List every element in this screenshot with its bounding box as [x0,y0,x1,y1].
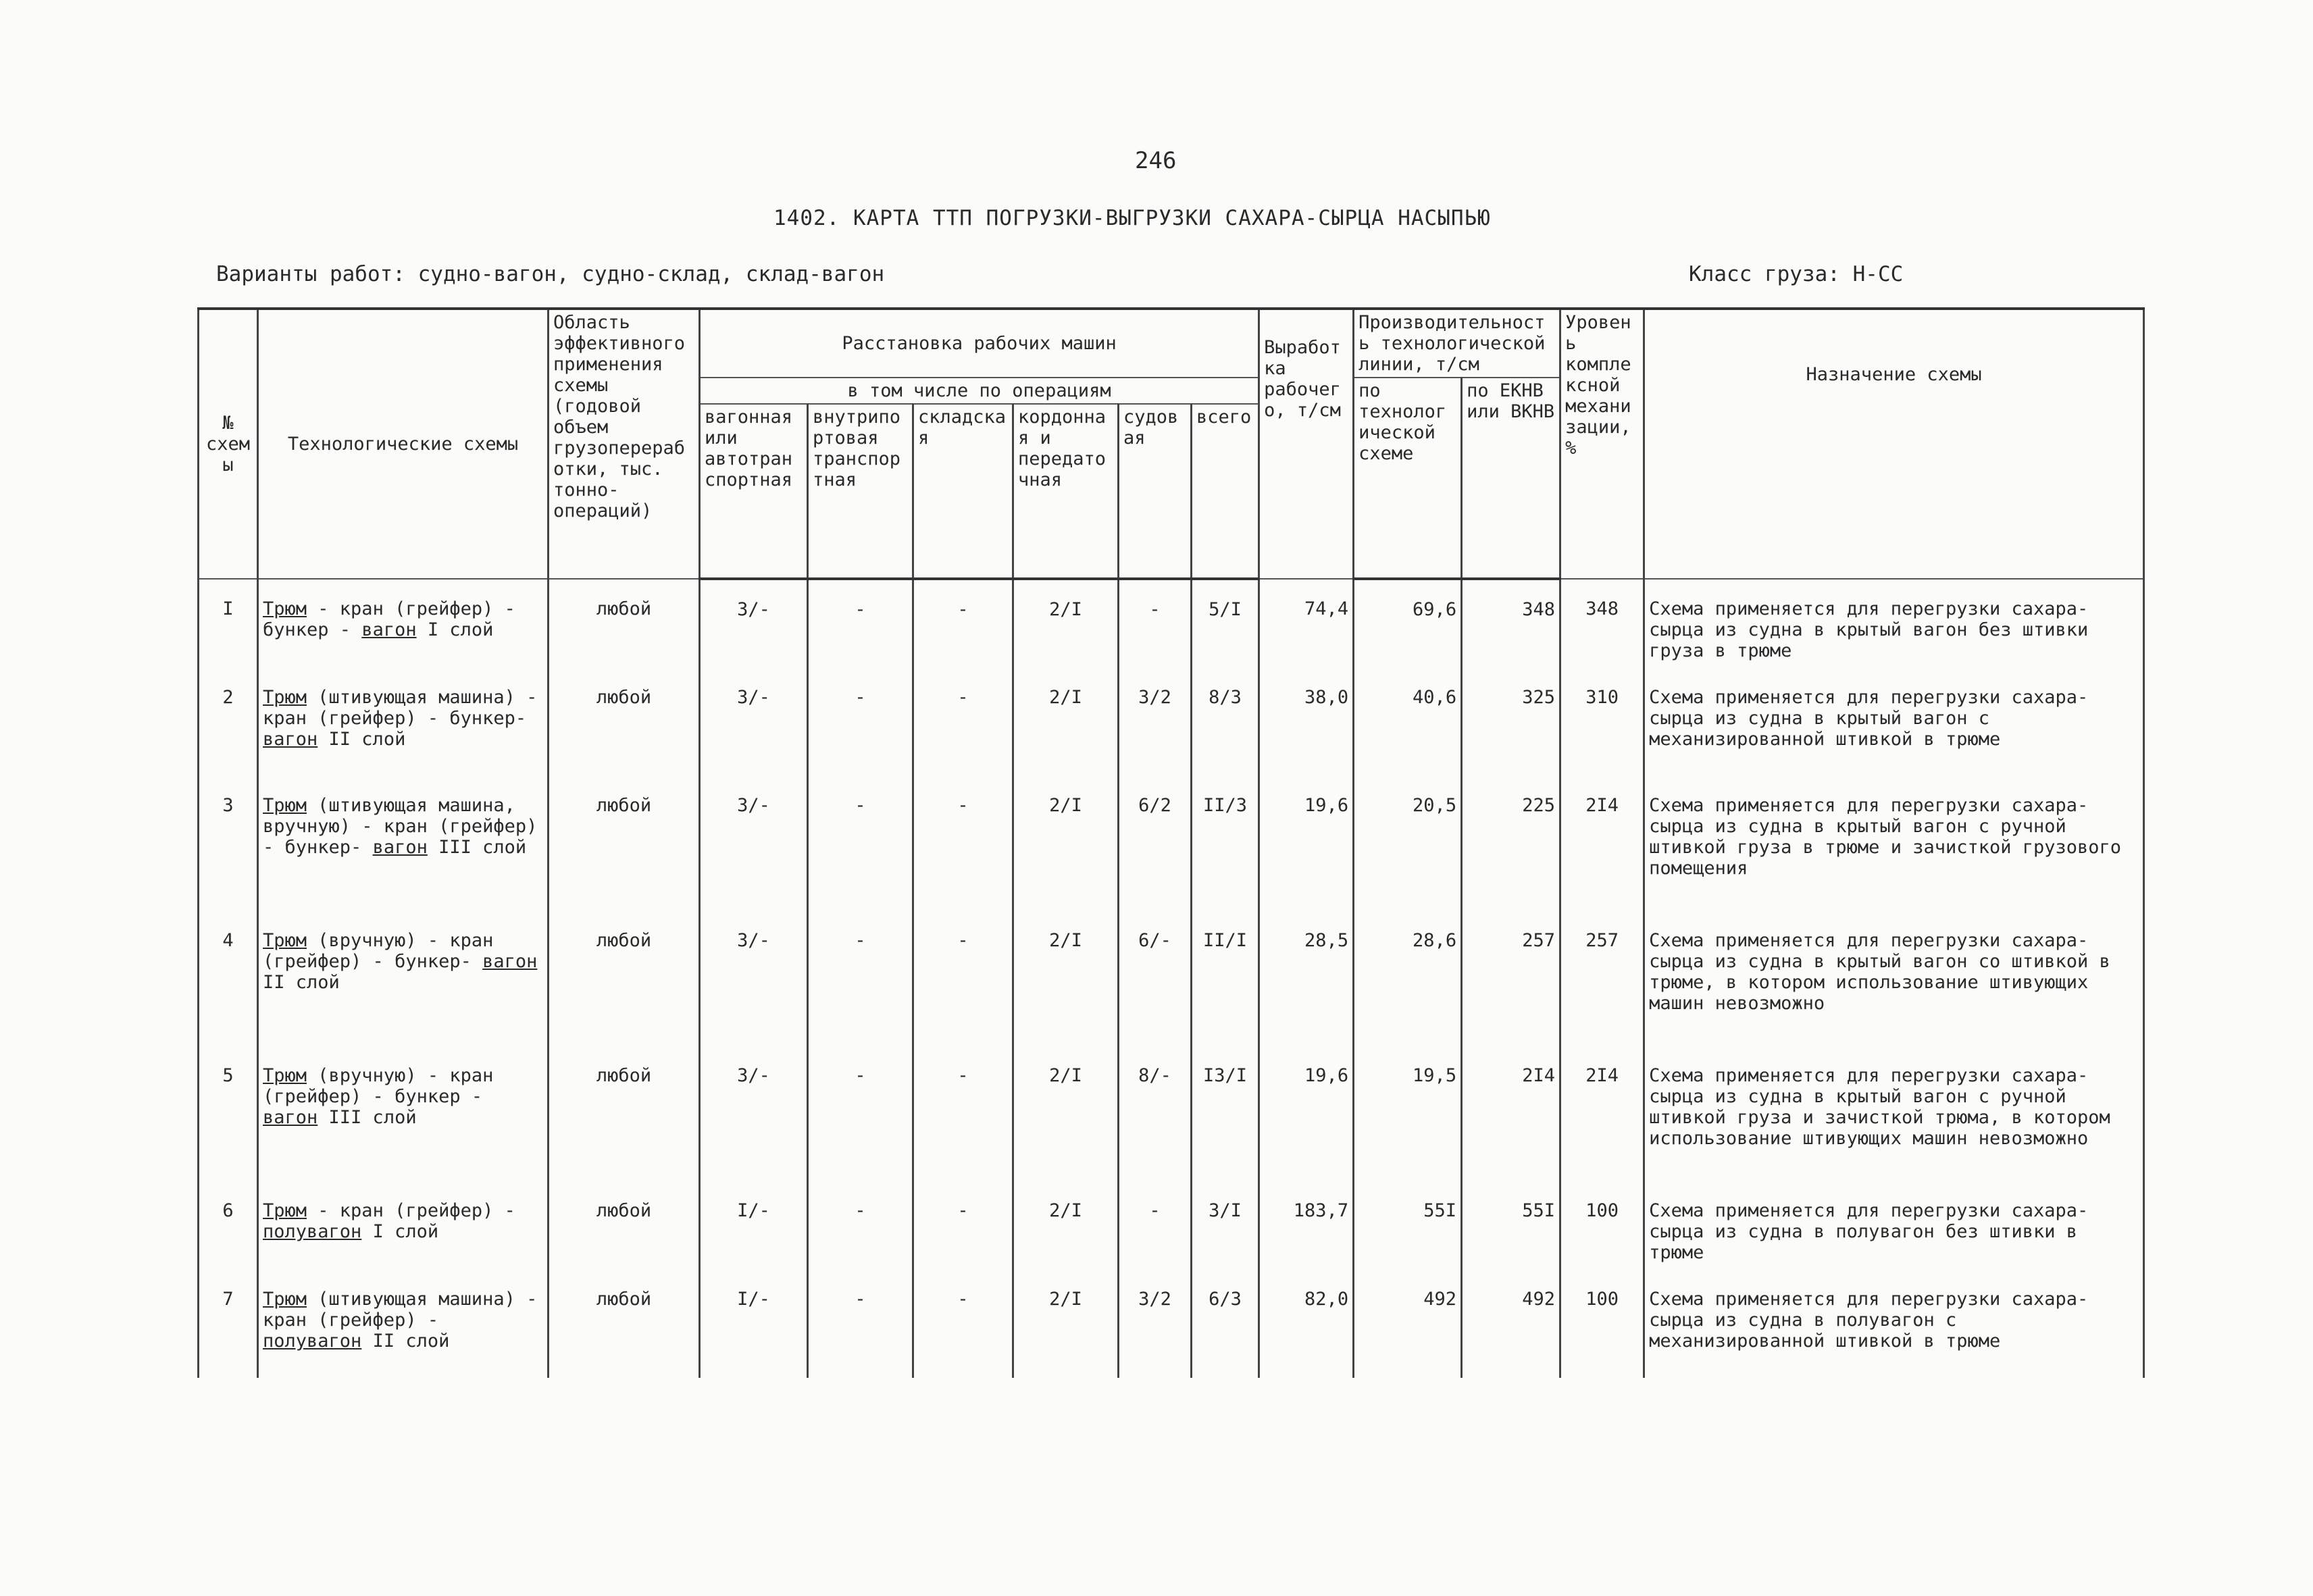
header-by-eknv: по ЕКНВ или ВКНВ [1462,378,1560,579]
application-area: любой [549,776,700,911]
header-mechanization-level: Уровень комплексной механизации, % [1560,309,1644,579]
scheme-purpose: Схема применяется для перегрузки сахара-сырца из судна в крытый вагон с ручной штивкой груза и зачисткой трюма, в котором использование штивующих машин невозможно [1644,1046,2144,1181]
worker-output: 74,4 [1259,579,1354,668]
intraport-ops: - [808,911,913,1046]
header-wagon-ops: вагонная или автотранспортная [700,404,808,579]
document-title: 1402. КАРТА ТТП ПОГРУЗКИ-ВЫГРУЗКИ САХАРА-СЫРЦА НАСЫПЬЮ [773,206,1491,230]
total-ops: 3/I [1192,1181,1259,1270]
scheme-text: III слой [317,1107,417,1128]
header-by-tech-scheme: по технологической схеме [1354,378,1462,579]
warehouse-ops: - [913,1181,1013,1270]
warehouse-ops: - [913,1046,1013,1181]
warehouse-ops: - [913,1270,1013,1378]
ship-ops: 3/2 [1119,1270,1192,1378]
productivity-by-eknv: 2I4 [1462,1046,1560,1181]
productivity-by-scheme: 55I [1354,1181,1462,1270]
scheme-underlined-term: Трюм [263,687,307,708]
scheme-number: 7 [199,1270,258,1378]
scheme-number: 4 [199,911,258,1046]
intraport-ops: - [808,668,913,776]
application-area: любой [549,668,700,776]
mechanization-level: 100 [1560,1270,1644,1378]
ship-ops: 6/- [1119,911,1192,1046]
productivity-by-eknv: 325 [1462,668,1560,776]
mechanization-level: 2I4 [1560,776,1644,911]
table-row [199,579,2144,668]
scheme-text: I слой [416,619,494,640]
scheme-underlined-term: Трюм [263,1065,307,1086]
scheme-text: II слой [317,729,406,750]
total-ops: II/I [1192,911,1259,1046]
application-area: любой [549,1270,700,1378]
intraport-ops: - [808,1181,913,1270]
table-header [199,309,2144,579]
worker-output: 38,0 [1259,668,1354,776]
header-scheme-number: № схемы [199,309,258,579]
warehouse-ops: - [913,911,1013,1046]
cordon-ops: 2/I [1013,1046,1119,1181]
ship-ops: 8/- [1119,1046,1192,1181]
scheme-text: - кран (грейфер) - [307,1200,515,1221]
productivity-by-eknv: 55I [1462,1181,1560,1270]
cordon-ops: 2/I [1013,668,1119,776]
mechanization-level: 2I4 [1560,1046,1644,1181]
wagon-ops: 3/- [700,776,808,911]
tech-scheme [258,1270,549,1378]
scheme-underlined-term: полувагон [263,1331,362,1352]
cordon-ops: 2/I [1013,1270,1119,1378]
worker-output: 19,6 [1259,776,1354,911]
header-machine-placement: Расстановка рабочих машин [700,309,1259,378]
table-row [199,1181,2144,1270]
scheme-number: 2 [199,668,258,776]
total-ops: 8/3 [1192,668,1259,776]
scheme-underlined-term: Трюм [263,1289,307,1310]
header-scheme-purpose: Назначение схемы [1644,309,2144,579]
wagon-ops: I/- [700,1270,808,1378]
page-number: 246 [1135,147,1177,174]
tech-scheme [258,579,549,668]
worker-output: 183,7 [1259,1181,1354,1270]
scheme-purpose: Схема применяется для перегрузки сахара-сырца из судна в крытый вагон без штивки груза в трюме [1644,579,2144,668]
intraport-ops: - [808,1270,913,1378]
scheme-text: III слой [427,837,527,858]
mechanization-level: 100 [1560,1181,1644,1270]
total-ops: 5/I [1192,579,1259,668]
productivity-by-scheme: 492 [1354,1270,1462,1378]
header-application-area: Область эффективного применения схемы (годовой объем грузопереработки, тыс. тонно-операций) [549,309,700,579]
cordon-ops: 2/I [1013,911,1119,1046]
mechanization-level: 257 [1560,911,1644,1046]
application-area: любой [549,1181,700,1270]
cordon-ops: 2/I [1013,776,1119,911]
ship-ops: 6/2 [1119,776,1192,911]
header-cordon-ops: кордонная и передаточная [1013,404,1119,579]
intraport-ops: - [808,1046,913,1181]
scheme-purpose: Схема применяется для перегрузки сахара-сырца из судна в полувагон с механизированной штивкой в трюме [1644,1270,2144,1378]
scheme-underlined-term: вагон [263,729,318,750]
application-area: любой [549,1046,700,1181]
tech-scheme [258,1046,549,1181]
ship-ops: - [1119,579,1192,668]
ship-ops: 3/2 [1119,668,1192,776]
application-area: любой [549,911,700,1046]
header-ship-ops: судовая [1119,404,1192,579]
productivity-by-eknv: 225 [1462,776,1560,911]
cordon-ops: 2/I [1013,1181,1119,1270]
scheme-underlined-term: вагон [361,619,417,640]
scheme-purpose: Схема применяется для перегрузки сахара-сырца из судна в полувагон без штивки в трюме [1644,1181,2144,1270]
warehouse-ops: - [913,776,1013,911]
scheme-number: 3 [199,776,258,911]
mechanization-level: 310 [1560,668,1644,776]
intraport-ops: - [808,776,913,911]
productivity-by-eknv: 348 [1462,579,1560,668]
productivity-by-scheme: 19,5 [1354,1046,1462,1181]
scheme-underlined-term: Трюм [263,1200,307,1221]
tech-scheme [258,911,549,1046]
wagon-ops: 3/- [700,579,808,668]
scheme-underlined-term: Трюм [263,930,307,951]
scheme-underlined-term: вагон [372,837,428,858]
scheme-purpose: Схема применяется для перегрузки сахара-сырца из судна в крытый вагон с механизированной штивкой в трюме [1644,668,2144,776]
table-row [199,776,2144,911]
intraport-ops: - [808,579,913,668]
total-ops: I3/I [1192,1046,1259,1181]
header-warehouse-ops: складская [913,404,1013,579]
scheme-text: (штивующая машина) - кран (грейфер) - бункер- [263,687,538,729]
scheme-text: I слой [361,1221,439,1242]
total-ops: 6/3 [1192,1270,1259,1378]
scheme-number: I [199,579,258,668]
table-row [199,1046,2144,1181]
scheme-text: II слой [263,972,340,993]
warehouse-ops: - [913,668,1013,776]
productivity-by-scheme: 40,6 [1354,668,1462,776]
productivity-by-eknv: 257 [1462,911,1560,1046]
productivity-by-scheme: 28,6 [1354,911,1462,1046]
header-intraport-ops: внутрипортовая транспортная [808,404,913,579]
scheme-underlined-term: вагон [263,1107,318,1128]
scheme-number: 6 [199,1181,258,1270]
scheme-text: (штивующая машина, вручную) - кран (грейфер) - бункер- [263,795,538,858]
wagon-ops: 3/- [700,911,808,1046]
productivity-by-eknv: 492 [1462,1270,1560,1378]
tech-scheme [258,776,549,911]
total-ops: II/3 [1192,776,1259,911]
scheme-text: (вручную) - кран (грейфер) - бункер - [263,1065,494,1107]
cargo-class: Класс груза: Н-СС [1689,262,1904,286]
ship-ops: - [1119,1181,1192,1270]
scheme-text: (вручную) - кран (грейфер) - бункер- [263,930,494,972]
header-total-ops: всего [1192,404,1259,579]
tech-scheme [258,668,549,776]
wagon-ops: 3/- [700,668,808,776]
scheme-text: (штивующая машина) - кран (грейфер) - [263,1289,538,1331]
wagon-ops: 3/- [700,1046,808,1181]
mechanization-level: 348 [1560,579,1644,668]
table-row [199,911,2144,1046]
scheme-number: 5 [199,1046,258,1181]
scheme-purpose: Схема применяется для перегрузки сахара-сырца из судна в крытый вагон с ручной штивкой груза в трюме и зачисткой грузового помещения [1644,776,2144,911]
scheme-underlined-term: Трюм [263,795,307,816]
ttp-table [197,307,2145,1378]
table-body [199,579,2144,1378]
productivity-by-scheme: 69,6 [1354,579,1462,668]
scheme-underlined-term: Трюм [263,598,307,619]
scheme-text: II слой [361,1331,450,1352]
header-worker-output: Выработка рабочего, т/см [1259,309,1354,579]
tech-scheme [258,1181,549,1270]
scheme-underlined-term: вагон [482,951,538,972]
scheme-purpose: Схема применяется для перегрузки сахара-сырца из судна в крытый вагон со штивкой в трюме, в котором использование штивующих машин невозможно [1644,911,2144,1046]
scheme-underlined-term: полувагон [263,1221,362,1242]
worker-output: 19,6 [1259,1046,1354,1181]
table-row [199,668,2144,776]
header-tech-schemes: Технологические схемы [258,309,549,579]
scheme-text: - кран (грейфер) - бункер - [263,598,515,640]
worker-output: 28,5 [1259,911,1354,1046]
application-area: любой [549,579,700,668]
work-variants: Варианты работ: судно-вагон, судно-склад, склад-вагон [216,262,885,286]
warehouse-ops: - [913,579,1013,668]
header-by-operations: в том числе по операциям [700,378,1259,404]
header-line-productivity: Производительность технологической линии, т/см [1354,309,1560,378]
productivity-by-scheme: 20,5 [1354,776,1462,911]
cordon-ops: 2/I [1013,579,1119,668]
worker-output: 82,0 [1259,1270,1354,1378]
table-row [199,1270,2144,1378]
wagon-ops: I/- [700,1181,808,1270]
